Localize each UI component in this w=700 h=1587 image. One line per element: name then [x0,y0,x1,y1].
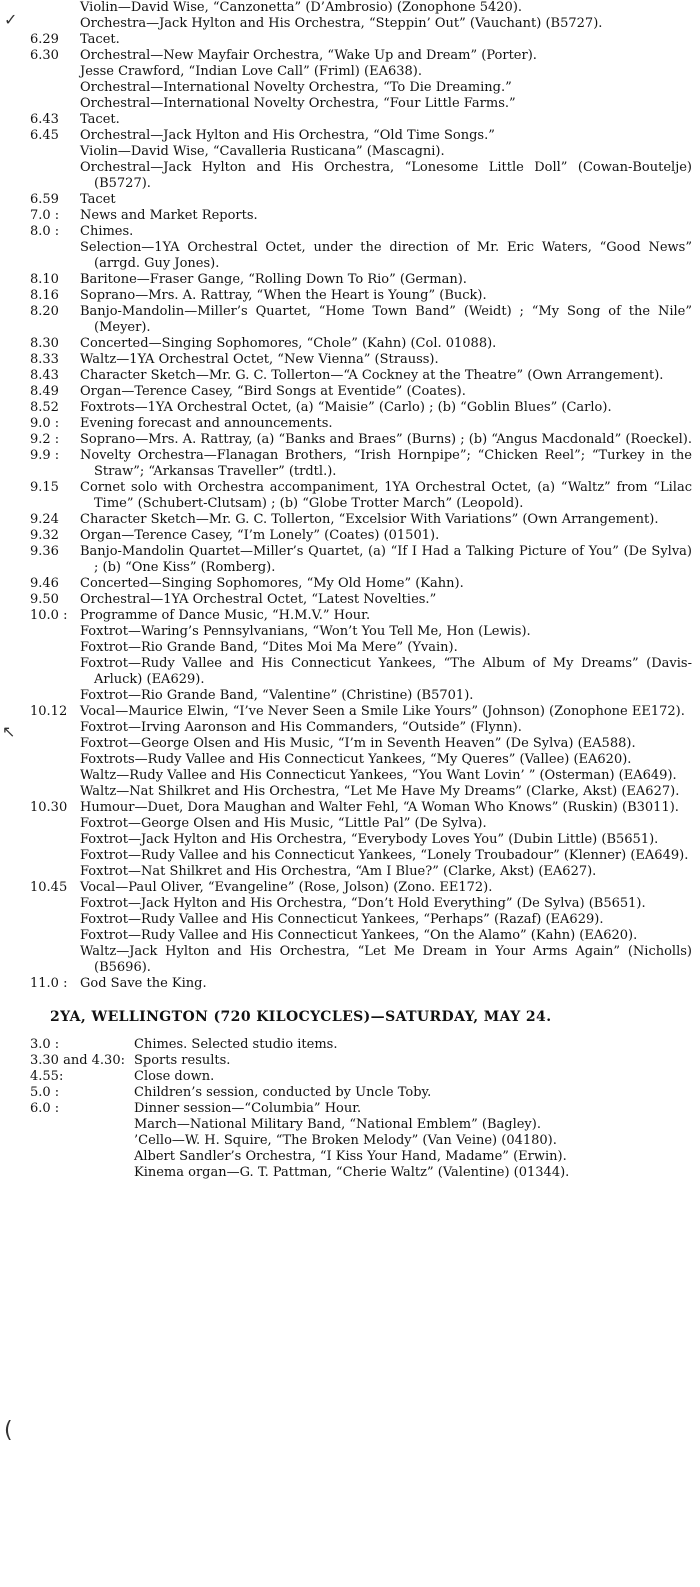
schedule-entry [8,528,692,544]
schedule-time: 6.59 [30,192,59,207]
schedule-entry [8,1085,692,1101]
schedule-items [80,304,692,336]
schedule-time: 8.52 [30,400,59,415]
schedule-entry [8,1037,692,1053]
programme-item: News and Market Reports. [80,208,258,223]
schedule-time: 6.0 : [30,1101,60,1116]
programme-item: Foxtrots—1YA Orchestral Octet, (a) “Maisie” (Carlo) ; (b) “Goblin Blues” (Carlo). [80,400,612,415]
programme-item: Foxtrot—George Olsen and His Music, “Little Pal” (De Sylva). [80,816,487,831]
schedule-time: 9.15 [30,480,59,495]
schedule-items [80,112,692,128]
schedule-items [134,1037,692,1053]
schedule-items [80,336,692,352]
schedule-entry [8,1101,692,1181]
programme-item: Tacet. [80,32,120,47]
schedule-items [80,416,692,432]
schedule-time: 9.2 : [30,432,60,447]
schedule-items [80,480,692,512]
schedule-entry [8,576,692,592]
schedule-time: 11.0 : [30,976,68,991]
programme-item: Banjo-Mandolin Quartet—Miller’s Quartet, (a) “If I Had a Talking Picture of You” (De Sylva) ; (b) “One Kiss” (Romberg). [80,544,692,575]
programme-item: Foxtrot—Irving Aaronson and His Commanders, “Outside” (Flynn). [80,720,522,735]
schedule-entry [8,32,692,48]
schedule-entry [8,352,692,368]
schedule-time: 10.30 [30,800,68,815]
schedule-items [80,128,692,192]
schedule-entry [8,368,692,384]
schedule-time: 9.0 : [30,416,60,431]
schedule-entry [8,272,692,288]
programme-item: Foxtrot—Rudy Vallee and His Connecticut Yankees, “On the Alamo” (Kahn) (EA620). [80,928,638,943]
schedule-time: 9.9 : [30,448,60,463]
schedule-items [80,576,692,592]
schedule-entry [8,880,692,976]
programme-item: Foxtrot—George Olsen and His Music, “I’m in Seventh Heaven” (De Sylva) (EA588). [80,736,636,751]
schedule-entry [8,976,692,992]
programme-item: Concerted—Singing Sophomores, “My Old Home” (Kahn). [80,576,464,591]
schedule-time: 6.43 [30,112,59,127]
schedule-entry [8,512,692,528]
programme-item: March—National Military Band, “National Emblem” (Bagley). [134,1117,541,1132]
schedule-entry [8,448,692,480]
schedule-items [80,48,692,112]
programme-item: Foxtrot—Jack Hylton and His Orchestra, “Don’t Hold Everything” (De Sylva) (B5651). [80,896,646,911]
schedule-items [80,704,692,800]
schedule-entry [8,192,692,208]
schedule-items [80,208,692,224]
schedule-time: 8.49 [30,384,59,399]
programme-item: Albert Sandler’s Orchestra, “I Kiss Your Hand, Madame” (Erwin). [134,1149,567,1164]
programme-item: Humour—Duet, Dora Maughan and Walter Fehl, “A Woman Who Knows” (Ruskin) (B3011). [80,800,679,815]
programme-item: Orchestral—1YA Orchestral Octet, “Latest Novelties.” [80,592,437,607]
schedule-entry [8,432,692,448]
programme-item: Orchestral—Jack Hylton and His Orchestra, “Old Time Songs.” [80,128,495,143]
programme-item: Violin—David Wise, “Canzonetta” (D’Ambrosio) (Zonophone 5420). [80,0,523,15]
schedule-items [80,432,692,448]
schedule-entry [8,400,692,416]
programme-item: Vocal—Maurice Elwin, “I’ve Never Seen a Smile Like Yours” (Johnson) (Zonophone EE172). [80,704,685,719]
schedule-entry [8,544,692,576]
programme-item: Novelty Orchestra—Flanagan Brothers, “Irish Hornpipe”; “Chicken Reel”; “Turkey in the Straw”; “Arkansas Traveller” (trdtl.). [80,448,692,479]
schedule-entry [8,0,692,32]
schedule-items [80,0,692,32]
schedule-items [80,880,692,976]
schedule-items [80,544,692,576]
programme-item: Orchestral—Jack Hylton and His Orchestra, “Lonesome Little Doll” (Cowan-Boutelje) (B5727). [80,160,692,191]
programme-item: Selection—1YA Orchestral Octet, under the direction of Mr. Eric Waters, “Good News” (arrgd. Guy Jones). [80,240,692,271]
programme-item: Kinema organ—G. T. Pattman, “Cherie Waltz” (Valentine) (01344). [134,1165,570,1180]
programme-item: Organ—Terence Casey, “I’m Lonely” (Coates) (01501). [80,528,440,543]
programme-item: Programme of Dance Music, “H.M.V.” Hour. [80,608,371,623]
programme-item: Dinner session—“Columbia” Hour. [134,1101,362,1116]
schedule-items [134,1053,692,1069]
programme-item: Soprano—Mrs. A. Rattray, (a) “Banks and Braes” (Burns) ; (b) “Angus Macdonald” (Roeckel). [80,432,692,447]
schedule-items [80,352,692,368]
programme-item: Soprano—Mrs. A. Rattray, “When the Heart is Young” (Buck). [80,288,487,303]
schedule-time: 3.0 : [30,1037,60,1052]
schedule-items [80,512,692,528]
schedule-items [80,400,692,416]
schedule-time: 6.45 [30,128,59,143]
programme-item: Organ—Terence Casey, “Bird Songs at Eventide” (Coates). [80,384,466,399]
margin-bracket: ( [4,1418,13,1443]
programme-item: Children’s session, conducted by Uncle Toby. [134,1085,432,1100]
schedule-items [80,384,692,400]
section-heading-2ya: 2YA, WELLINGTON (720 KILOCYCLES)—SATURDAY, MAY 24. [50,1009,552,1025]
programme-item: Orchestral—International Novelty Orchestra, “Four Little Farms.” [80,96,516,111]
programme-item: Foxtrots—Rudy Vallee and His Connecticut Yankees, “My Queres” (Vallee) (EA620). [80,752,632,767]
schedule-items [80,192,692,208]
schedule-time: 8.20 [30,304,59,319]
schedule-entry [8,288,692,304]
schedule-entry [8,800,692,880]
schedule-entry [8,1069,692,1085]
schedule-items [80,976,692,992]
schedule-items [134,1069,692,1085]
schedule-entry [8,128,692,192]
programme-item: Foxtrot—Rudy Vallee and his Connecticut Yankees, “Lonely Troubadour” (Klenner) (EA649). [80,848,689,863]
programme-item: Waltz—1YA Orchestral Octet, “New Vienna” (Strauss). [80,352,439,367]
schedule-time: 8.0 : [30,224,60,239]
programme-item: Close down. [134,1069,215,1084]
schedule-time: 10.45 [30,880,68,895]
programme-item: Character Sketch—Mr. G. C. Tollerton, “Excelsior With Variations” (Own Arrangement). [80,512,659,527]
programme-item: Character Sketch—Mr. G. C. Tollerton—“A Cockney at the Theatre” (Own Arrangement). [80,368,664,383]
programme-schedule-1ya [8,0,692,992]
schedule-time: 9.50 [30,592,59,607]
schedule-time: 10.12 [30,704,68,719]
programme-item: Banjo-Mandolin—Miller’s Quartet, “Home Town Band” (Weidt) ; “My Song of the Nile” (Meyer). [80,304,692,335]
schedule-time: 8.33 [30,352,59,367]
programme-item: Tacet. [80,112,120,127]
schedule-time: 4.55: [30,1069,64,1084]
programme-item: Foxtrot—Nat Shilkret and His Orchestra, “Am I Blue?” (Clarke, Akst) (EA627). [80,864,597,879]
programme-item: Violin—David Wise, “Cavalleria Rusticana” (Mascagni). [80,144,445,159]
programme-item: God Save the King. [80,976,207,991]
programme-item: Waltz—Jack Hylton and His Orchestra, “Let Me Dream in Your Arms Again” (Nicholls) (B5696). [80,944,692,975]
programme-item: Cornet solo with Orchestra accompaniment, 1YA Orchestral Octet, (a) “Waltz” from “Lilac Time” (Schubert-Clutsam) ; (b) “Globe Trotter March” (Leopold). [80,480,692,511]
schedule-items [80,608,692,704]
schedule-items [134,1085,692,1101]
programme-item: Tacet [80,192,116,207]
programme-item: Waltz—Nat Shilkret and His Orchestra, “Let Me Have My Dreams” (Clarke, Akst) (EA627). [80,784,680,799]
schedule-time: 7.0 : [30,208,60,223]
schedule-time: 3.30 and 4.30: [30,1053,125,1068]
programme-item: Foxtrot—Rudy Vallee and His Connecticut Yankees, “The Album of My Dreams” (Davis-Arluck) (EA629). [80,656,692,687]
programme-item: Chimes. Selected studio items. [134,1037,338,1052]
schedule-entry [8,704,692,800]
schedule-entry [8,480,692,512]
programme-item: Jesse Crawford, “Indian Love Call” (Friml) (EA638). [80,64,422,79]
programme-item: Vocal—Paul Oliver, “Evangeline” (Rose, Jolson) (Zono. EE172). [80,880,493,895]
programme-item: Foxtrot—Rudy Vallee and His Connecticut Yankees, “Perhaps” (Razaf) (EA629). [80,912,604,927]
programme-item: Orchestral—International Novelty Orchestra, “To Die Dreaming.” [80,80,512,95]
programme-item: Sports results. [134,1053,231,1068]
schedule-entry [8,384,692,400]
programme-item: Chimes. [80,224,134,239]
programme-item: Evening forecast and announcements. [80,416,333,431]
schedule-entry [8,304,692,336]
schedule-time: 9.36 [30,544,59,559]
programme-item: Orchestral—New Mayfair Orchestra, “Wake Up and Dream” (Porter). [80,48,537,63]
schedule-items [80,800,692,880]
programme-item: Foxtrot—Jack Hylton and His Orchestra, “Everybody Loves You” (Dubin Little) (B5651). [80,832,659,847]
schedule-items [80,32,692,48]
programme-item: Baritone—Fraser Gange, “Rolling Down To Rio” (German). [80,272,467,287]
schedule-entry [8,112,692,128]
schedule-entry [8,592,692,608]
programme-item: Concerted—Singing Sophomores, “Chole” (Kahn) (Col. 01088). [80,336,497,351]
programme-item: Waltz—Rudy Vallee and His Connecticut Yankees, “You Want Lovin’ ” (Osterman) (EA649). [80,768,677,783]
schedule-entry [8,608,692,704]
schedule-entry [8,336,692,352]
schedule-time: 9.32 [30,528,59,543]
programme-schedule-2ya [8,1037,692,1181]
schedule-time: 5.0 : [30,1085,60,1100]
programme-item: Foxtrot—Waring’s Pennsylvanians, “Won’t You Tell Me, Hon (Lewis). [80,624,531,639]
schedule-items [80,288,692,304]
schedule-time: 8.16 [30,288,59,303]
programme-item: Foxtrot—Rio Grande Band, “Valentine” (Christine) (B5701). [80,688,474,703]
margin-mark: ↖ [2,722,16,741]
schedule-items [80,448,692,480]
schedule-entry [8,208,692,224]
schedule-items [80,272,692,288]
schedule-entry [8,416,692,432]
schedule-time: 10.0 : [30,608,68,623]
schedule-time: 9.24 [30,512,59,527]
schedule-entry [8,224,692,272]
schedule-time: 8.10 [30,272,59,287]
schedule-items [80,368,692,384]
schedule-time: 9.46 [30,576,59,591]
schedule-items [80,592,692,608]
schedule-entry [8,48,692,112]
schedule-time: 6.29 [30,32,59,47]
schedule-entry [8,1053,692,1069]
schedule-time: 8.43 [30,368,59,383]
schedule-time: 6.30 [30,48,59,63]
programme-item: ’Cello—W. H. Squire, “The Broken Melody” (Van Veine) (04180). [134,1133,557,1148]
schedule-items [134,1101,692,1181]
margin-mark: ✓ [4,10,18,29]
schedule-items [80,528,692,544]
programme-item: Foxtrot—Rio Grande Band, “Dites Moi Ma Mere” (Yvain). [80,640,458,655]
schedule-items [80,224,692,272]
schedule-time: 8.30 [30,336,59,351]
programme-item: Orchestra—Jack Hylton and His Orchestra, “Steppin’ Out” (Vauchant) (B5727). [80,16,603,31]
